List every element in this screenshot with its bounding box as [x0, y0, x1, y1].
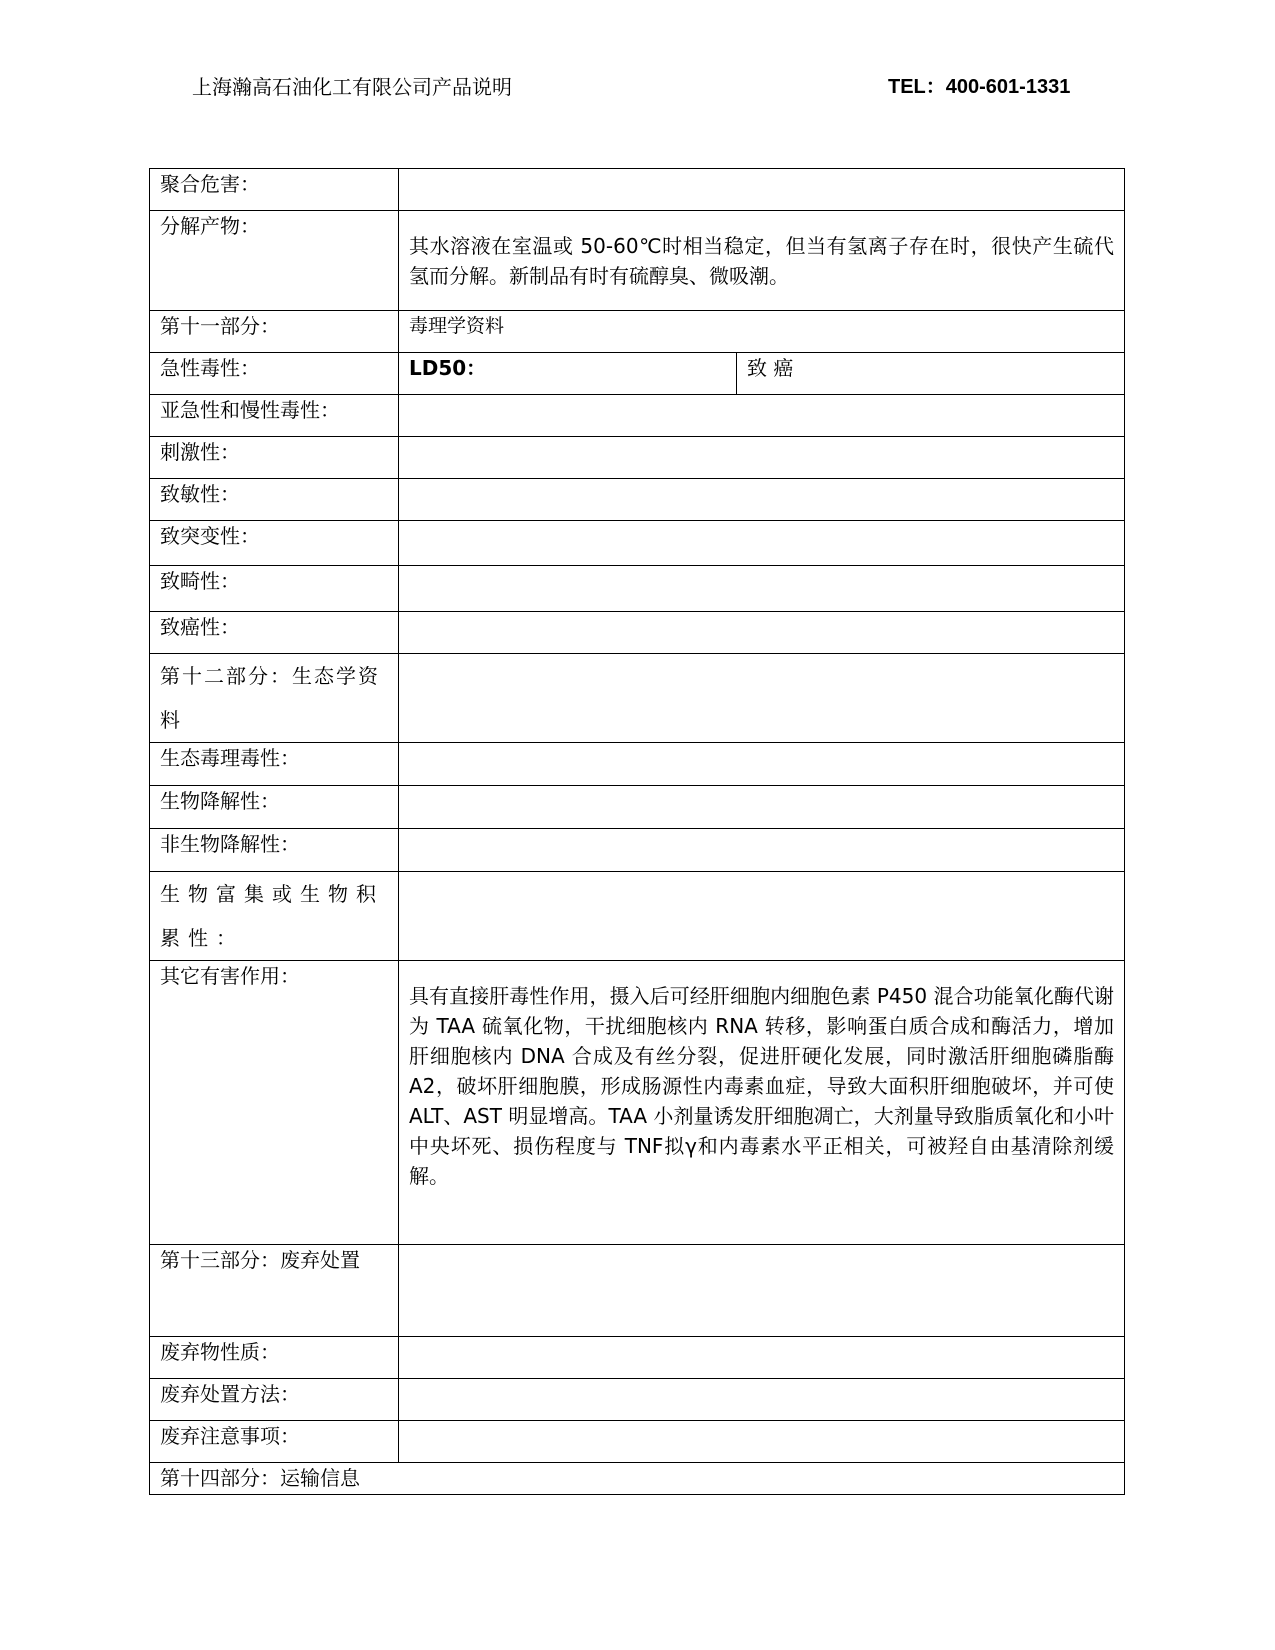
row-nonbiodegradation: [150, 829, 1125, 872]
row-decomposition: [150, 211, 1125, 311]
section13-label: 第十三部分：废弃处置: [150, 1245, 399, 1337]
row-waste-props: [150, 1337, 1125, 1379]
biodegradation-label: 生物降解性：: [150, 786, 399, 829]
row-bioaccumulation: [150, 872, 1125, 961]
sensitization-value: [399, 479, 1125, 521]
carcinogenic-cell: 致 癌: [737, 353, 1125, 395]
irritation-label: 刺激性：: [150, 437, 399, 479]
carcinogenicity-label: 致癌性：: [150, 612, 399, 654]
mutagenicity-label: 致突变性：: [150, 521, 399, 566]
sensitization-label: 致敏性：: [150, 479, 399, 521]
row-acute: [150, 353, 1125, 395]
decomposition-value: 其水溶液在室温或 50-60℃时相当稳定，但当有氢离子存在时，很快产生硫代氢而分解。新制品有时有硫醇臭、微吸潮。: [399, 211, 1125, 311]
irritation-value: [399, 437, 1125, 479]
row-section13: [150, 1245, 1125, 1337]
waste-props-label: 废弃物性质：: [150, 1337, 399, 1379]
row-teratogenicity: [150, 566, 1125, 612]
teratogenicity-label: 致畸性：: [150, 566, 399, 612]
row-biodegradation: [150, 786, 1125, 829]
ecotox-value: [399, 743, 1125, 786]
other-effects-label: 其它有害作用：: [150, 961, 399, 1245]
row-section11: [150, 311, 1125, 353]
ld50-cell: LD50：: [399, 353, 737, 395]
row-irritation: [150, 437, 1125, 479]
subacute-label: 亚急性和慢性毒性：: [150, 395, 399, 437]
section13-value: [399, 1245, 1125, 1337]
carcinogenicity-value: [399, 612, 1125, 654]
row-polymerization: [150, 169, 1125, 211]
biodegradation-value: [399, 786, 1125, 829]
decomposition-label: 分解产物：: [150, 211, 399, 311]
nonbiodegradation-value: [399, 829, 1125, 872]
polymerization-label: 聚合危害：: [150, 169, 399, 211]
ecotox-label: 生态毒理毒性：: [150, 743, 399, 786]
bioaccumulation-value: [399, 872, 1125, 961]
waste-notes-value: [399, 1421, 1125, 1463]
acute-label: 急性毒性：: [150, 353, 399, 395]
other-effects-value: 具有直接肝毒性作用，摄入后可经肝细胞内细胞色素 P450 混合功能氧化酶代谢为 TAA 硫氧化物，干扰细胞核内 RNA 转移，影响蛋白质合成和酶活力，增加肝细胞核内 DNA 合成及有丝分裂，促进肝硬化发展，同时激活肝细胞磷脂酶 A2，破坏肝细胞膜，形成肠源性内毒素血症，导致大面积肝细胞破坏，并可使 ALT、AST 明显增高。TAA 小剂量诱发肝细胞凋亡，大剂量导致脂质氧化和小叶中央坏死、损伤程度与 TNF拟γ和内毒素水平正相关，可被羟自由基清除剂缓解。: [399, 961, 1125, 1245]
teratogenicity-value: [399, 566, 1125, 612]
row-carcinogenicity: [150, 612, 1125, 654]
row-subacute: [150, 395, 1125, 437]
mutagenicity-value: [399, 521, 1125, 566]
row-section14: [150, 1463, 1125, 1495]
bioaccumulation-label: 生物富集或生物积累性：: [150, 872, 399, 961]
row-other-effects: [150, 961, 1125, 1245]
row-ecotox: [150, 743, 1125, 786]
row-waste-notes: [150, 1421, 1125, 1463]
row-section12: [150, 654, 1125, 743]
section11-label: 第十一部分：: [150, 311, 399, 353]
waste-notes-label: 废弃注意事项：: [150, 1421, 399, 1463]
row-mutagenicity: [150, 521, 1125, 566]
waste-props-value: [399, 1337, 1125, 1379]
section11-value: 毒理学资料: [399, 311, 1125, 353]
section12-label: 第十二部分：生态学资料: [150, 654, 399, 743]
row-sensitization: [150, 479, 1125, 521]
company-title: 上海瀚高石油化工有限公司产品说明: [192, 75, 512, 99]
msds-table: [149, 168, 1125, 1495]
polymerization-value: [399, 169, 1125, 211]
row-waste-method: [150, 1379, 1125, 1421]
telephone: TEL：400-601-1331: [888, 76, 1071, 98]
subacute-value: [399, 395, 1125, 437]
section14-label: 第十四部分：运输信息: [150, 1463, 1125, 1495]
waste-method-value: [399, 1379, 1125, 1421]
section12-value: [399, 654, 1125, 743]
waste-method-label: 废弃处置方法：: [150, 1379, 399, 1421]
nonbiodegradation-label: 非生物降解性：: [150, 829, 399, 872]
